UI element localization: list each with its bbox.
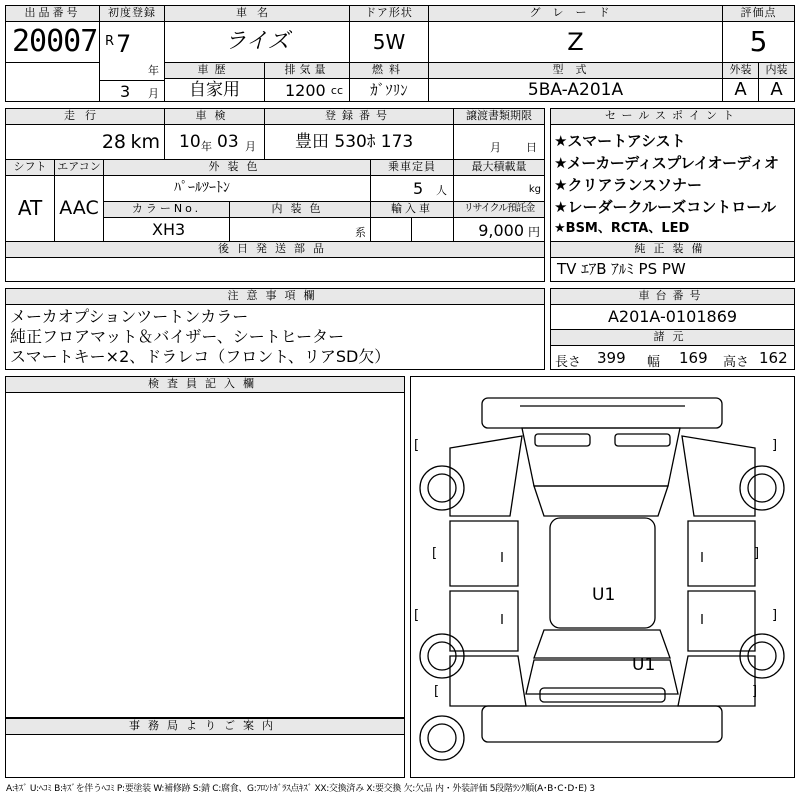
sales-point-item: ★BSM、RCTA、LED [554, 221, 690, 236]
right-rear-fender [678, 656, 758, 706]
recycle-value: 9,000 [478, 221, 524, 240]
office-area [5, 734, 405, 778]
first-reg-month-cell [99, 80, 165, 102]
first-reg-label: 初度登録 [99, 5, 165, 22]
load-label: 最大積載量 [453, 159, 545, 176]
displacement-cell [264, 78, 350, 102]
bracket-mark: [ [432, 546, 438, 561]
inspection-label: 車検 [164, 108, 265, 125]
displacement-unit: cc [330, 84, 343, 97]
bracket-mark: [ [434, 684, 440, 699]
int-color-label: 内装色 [229, 201, 371, 218]
month-unit: 月 [148, 87, 159, 100]
door-value: 5W [349, 21, 429, 63]
wheel-front-right-inner [748, 474, 776, 502]
sales-points-label: セールスポイント [550, 108, 795, 125]
note-line: スマートキー×2、ドラレコ（フロント、リアSD欠） [10, 347, 391, 366]
wheel-front-left [420, 466, 464, 510]
notes-body [5, 304, 545, 370]
chassis-value: A201A-0101869 [550, 304, 795, 330]
reg-year: 7 [116, 30, 132, 58]
bracket-mark: ] [752, 684, 758, 699]
load-unit: kg [528, 184, 541, 195]
grade-value: Z [428, 21, 723, 63]
car-name: ライズ [164, 21, 350, 63]
ac-value: AAC [54, 175, 104, 242]
fuel-label: 燃料 [349, 62, 429, 79]
history-value: 自家用 [164, 78, 265, 102]
inspection-year: 10 [179, 132, 201, 152]
plate-label: 登録番号 [264, 108, 454, 125]
exterior-label: 外装 [722, 62, 759, 79]
int-color-unit: 系 [355, 226, 366, 239]
lot-blank [5, 62, 100, 102]
first-reg-year-cell [99, 21, 165, 81]
color-label: 外装色 [103, 159, 371, 176]
wheel-front-left-inner [428, 474, 456, 502]
mileage-unit: km [130, 131, 160, 153]
sales-point-item: ★メーカーディスプレイオーディオ [554, 154, 779, 172]
front-bumper-outline [482, 398, 722, 428]
bracket-mark: ] [754, 546, 760, 561]
transfer-cell [453, 124, 545, 160]
note-line: 純正フロアマット＆バイザー、シートヒーター [10, 327, 345, 346]
damage-mark: U1 [632, 655, 656, 675]
mileage-value: 28 [101, 131, 126, 153]
left-front-door [450, 521, 518, 586]
inspector-label: 検査員記入欄 [5, 376, 405, 393]
model-label: 型式 [428, 62, 723, 79]
capacity-cell [370, 175, 454, 202]
door-label: ドア形状 [349, 5, 429, 22]
lot-number: 20007 [5, 21, 100, 63]
car-diagram [410, 376, 795, 778]
rear-glass-outline [534, 630, 670, 658]
bracket-mark: [ [414, 438, 420, 453]
load-cell [453, 175, 545, 202]
ac-label: エアコン [54, 159, 104, 176]
color-no-label: カラーNo. [103, 201, 230, 218]
sales-point-item: ★スマートアシスト [554, 132, 686, 150]
displacement-value: 1200 [285, 81, 326, 100]
fuel-value: ｶﾞｿﾘﾝ [349, 78, 429, 102]
int-color-cell [229, 217, 371, 242]
inspection-year-unit: 年 [201, 140, 212, 153]
office-label: 事務局よりご案内 [5, 718, 405, 735]
capacity-label: 乗車定員 [370, 159, 454, 176]
exterior-value: A [722, 78, 759, 102]
import-cell-b [411, 217, 454, 242]
recycle-unit: 円 [527, 225, 540, 239]
era: R [105, 34, 115, 49]
height-value: 162 [759, 349, 788, 367]
damage-mark: U1 [592, 585, 616, 605]
left-rear-door [450, 591, 518, 651]
shift-value: AT [5, 175, 55, 242]
width-value: 169 [679, 349, 708, 367]
later-parts-cell [5, 257, 545, 282]
year-unit: 年 [148, 64, 159, 77]
color-no-value: XH3 [103, 217, 230, 242]
lot-label: 出品番号 [5, 5, 100, 22]
left-rear-fender [450, 656, 526, 706]
length-label: 長さ [555, 355, 582, 370]
import-cell-a [370, 217, 412, 242]
grade-label: グレード [428, 5, 723, 22]
rear-bumper-inner [540, 688, 665, 702]
capacity-unit: 人 [436, 184, 447, 197]
reg-month: 3 [120, 82, 131, 101]
width-label: 幅 [647, 355, 661, 370]
plate-value: 豊田 530ﾎ 173 [264, 124, 454, 160]
capacity-value: 5 [413, 179, 424, 198]
score-label: 評価点 [722, 5, 795, 22]
headlight-right [615, 434, 670, 446]
model-value: 5BA-A201A [428, 78, 723, 102]
note-line: メーカオプションツートンカラー [10, 307, 249, 326]
recycle-cell [453, 217, 545, 242]
rear-bumper-outline [482, 706, 722, 742]
chassis-label: 車台番号 [550, 288, 795, 305]
equipment-label: 純正装備 [550, 241, 795, 258]
history-label: 車歴 [164, 62, 265, 79]
wheel-front-right [740, 466, 784, 510]
legend-text: A:ｷｽﾞ U:ﾍｺﾐ B:ｷｽﾞを伴うﾍｺﾐ P:要塗装 W:補修跡 S:錆 C:腐食、G:ﾌﾛﾝﾄｶﾞﾗｽ点ｷｽﾞ XX:交換済み X:要交換 欠:欠品 内・外装評価 5段階ﾗﾝｸ順(A･B･C･D･E) 3 [6, 784, 595, 794]
displacement-label: 排気量 [264, 62, 350, 79]
transfer-label: 譲渡書類期限 [453, 108, 545, 125]
hood-outline [522, 428, 680, 486]
windshield-outline [534, 486, 668, 516]
height-label: 高さ [723, 355, 750, 370]
spare-wheel [420, 716, 464, 760]
inspector-area [5, 392, 405, 718]
equipment-value: TV ｴｱB ｱﾙﾐ PS PW [550, 257, 795, 282]
right-front-door [688, 521, 755, 586]
mileage-cell [5, 124, 165, 160]
transfer-month-unit: 月 [490, 141, 501, 154]
bracket-mark: ] [772, 438, 778, 453]
sales-point-item: ★クリアランスソナー [554, 176, 702, 194]
inspection-month-unit: 月 [245, 140, 256, 153]
headlight-left [535, 434, 590, 446]
transfer-day-unit: 日 [526, 141, 537, 154]
later-parts-label: 後日発送部品 [5, 241, 545, 258]
recycle-label: リサイクル預託金 [453, 201, 545, 218]
inspection-cell [164, 124, 265, 160]
roof-outline [550, 518, 655, 628]
bracket-mark: ] [772, 608, 778, 623]
car-name-label: 車名 [164, 5, 350, 22]
score-value: 5 [722, 21, 795, 63]
inspection-month: 03 [217, 132, 239, 152]
notes-label: 注意事項欄 [5, 288, 545, 305]
sales-points-list [550, 124, 795, 242]
import-label: 輸入車 [370, 201, 454, 218]
length-value: 399 [597, 349, 626, 367]
bracket-mark: [ [414, 608, 420, 623]
spare-wheel-inner [428, 724, 456, 752]
interior-value: A [758, 78, 795, 102]
specs-label: 諸元 [550, 329, 795, 346]
color-value: ﾊﾟｰﾙﾂｰﾄﾝ [103, 175, 371, 202]
shift-label: シフト [5, 159, 55, 176]
mileage-label: 走行 [5, 108, 165, 125]
sales-point-item: ★レーダークルーズコントロール [554, 198, 776, 216]
interior-label: 内装 [758, 62, 795, 79]
specs-cell [550, 345, 795, 370]
